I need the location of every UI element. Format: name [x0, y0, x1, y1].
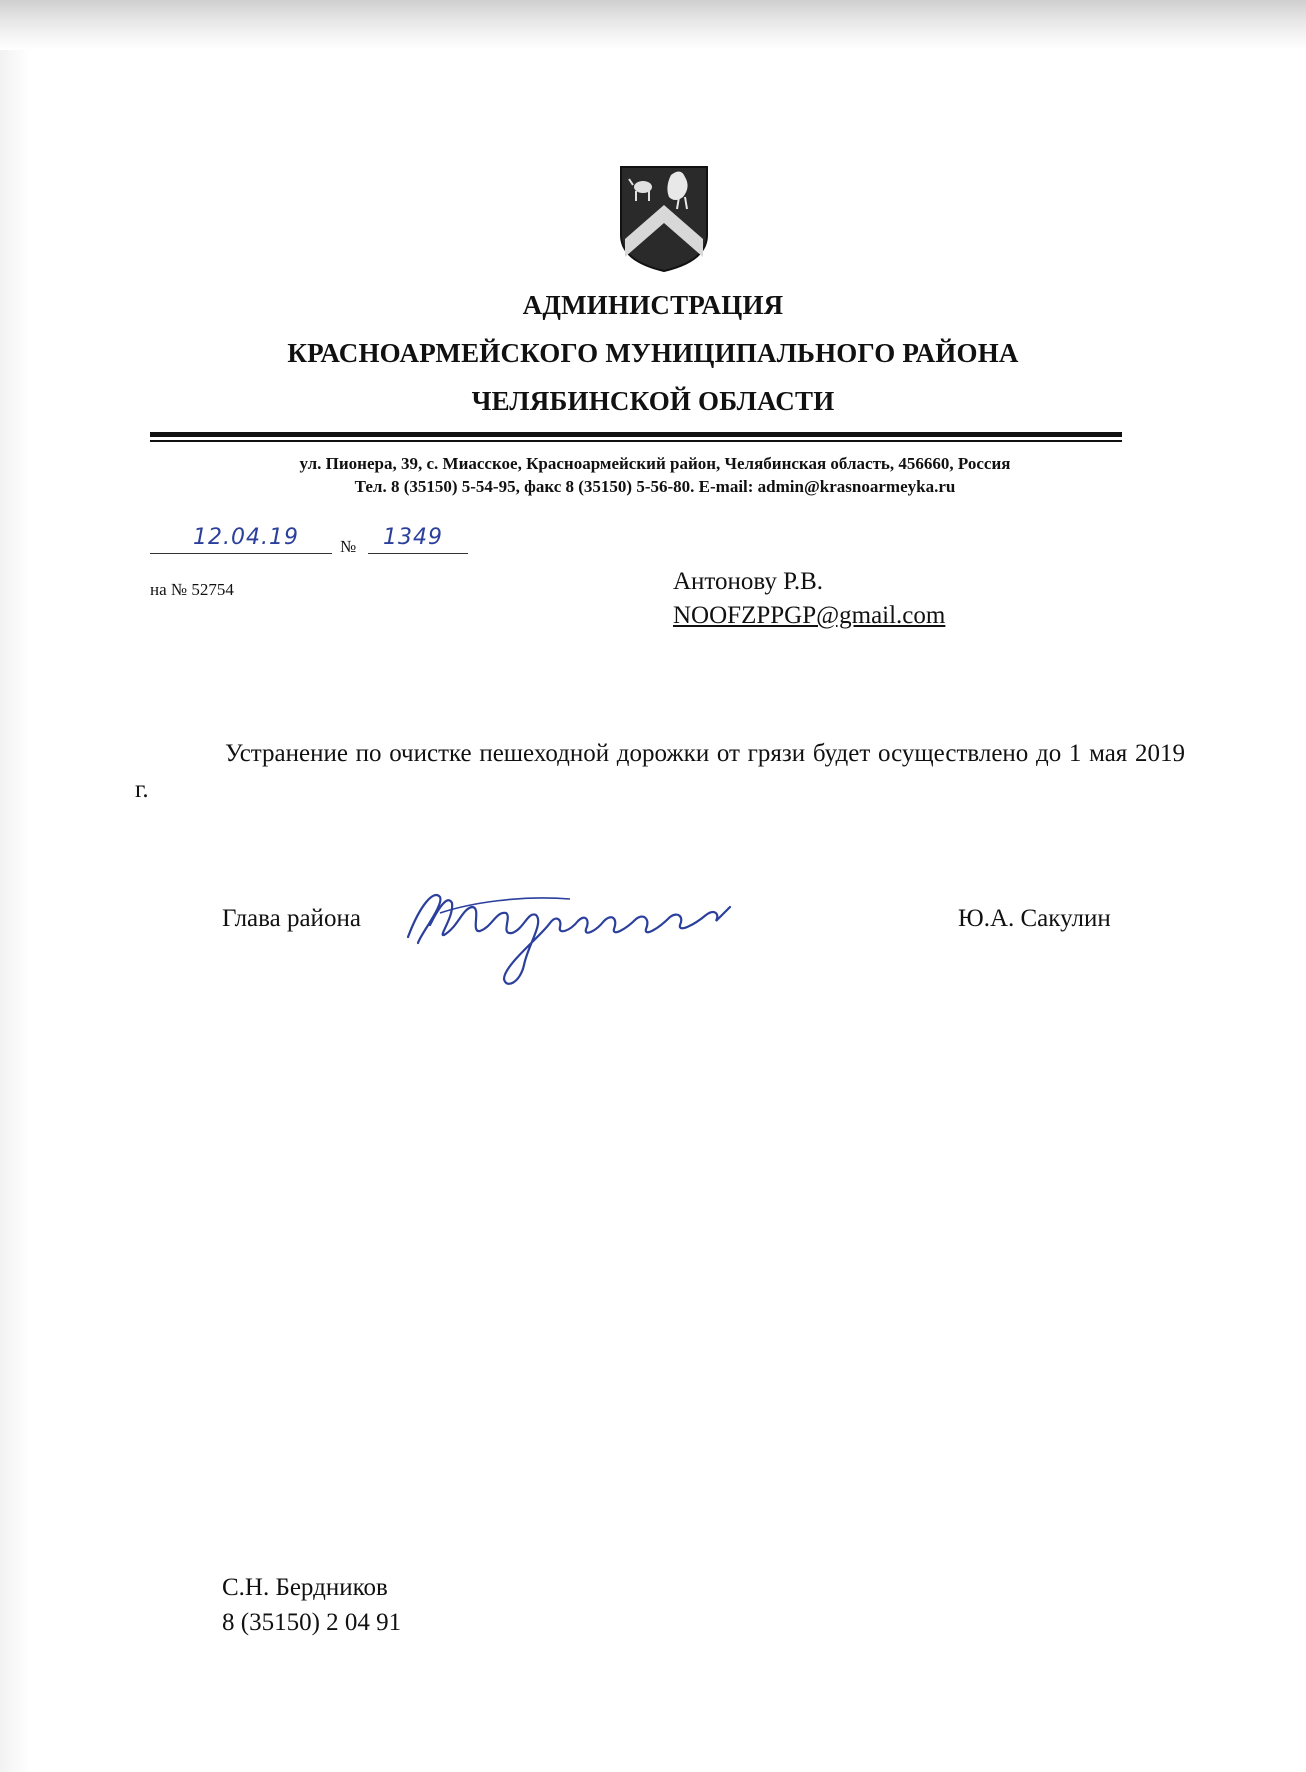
org-region: ЧЕЛЯБИНСКОЙ ОБЛАСТИ [471, 386, 835, 416]
executor-phone: 8 (35150) 2 04 91 [222, 1609, 402, 1636]
executor-name: С.Н. Бердников [222, 1574, 388, 1601]
org-contacts: Тел. 8 (35150) 5-54-95, факс 8 (35150) 5-56-80. E-mail: admin@krasnoarmeyka.ru [354, 477, 956, 496]
org-address: ул. Пионера, 39, с. Миасское, Красноармейский район, Челябинская область, 456660, Россия [299, 454, 1011, 473]
header-rule [150, 432, 1122, 437]
reply-reference: на № 52754 [150, 580, 234, 599]
recipient-email: NOOFZPPGP@gmail.com [673, 602, 946, 629]
recipient-name: Антонову Р.В. [673, 568, 824, 595]
signatory-position: Глава района [222, 905, 361, 932]
handwritten-signature [400, 885, 780, 995]
scan-shadow [0, 0, 1306, 50]
signatory-name: Ю.А. Сакулин [958, 905, 1111, 932]
org-title: АДМИНИСТРАЦИЯ [522, 290, 784, 320]
date-underline [150, 553, 332, 554]
header-rule-thin [150, 440, 1122, 442]
outgoing-date: 12.04.19 [193, 525, 299, 550]
number-sign: № [340, 537, 357, 556]
outgoing-number: 1349 [383, 525, 443, 550]
coat-of-arms-icon [619, 165, 709, 273]
number-underline [368, 553, 468, 554]
org-district: КРАСНОАРМЕЙСКОГО МУНИЦИПАЛЬНОГО РАЙОНА [287, 338, 1019, 368]
body-text: Устранение по очистке пешеходной дорожки от грязи будет осуществлено до 1 мая 2019 г. [135, 740, 1185, 803]
